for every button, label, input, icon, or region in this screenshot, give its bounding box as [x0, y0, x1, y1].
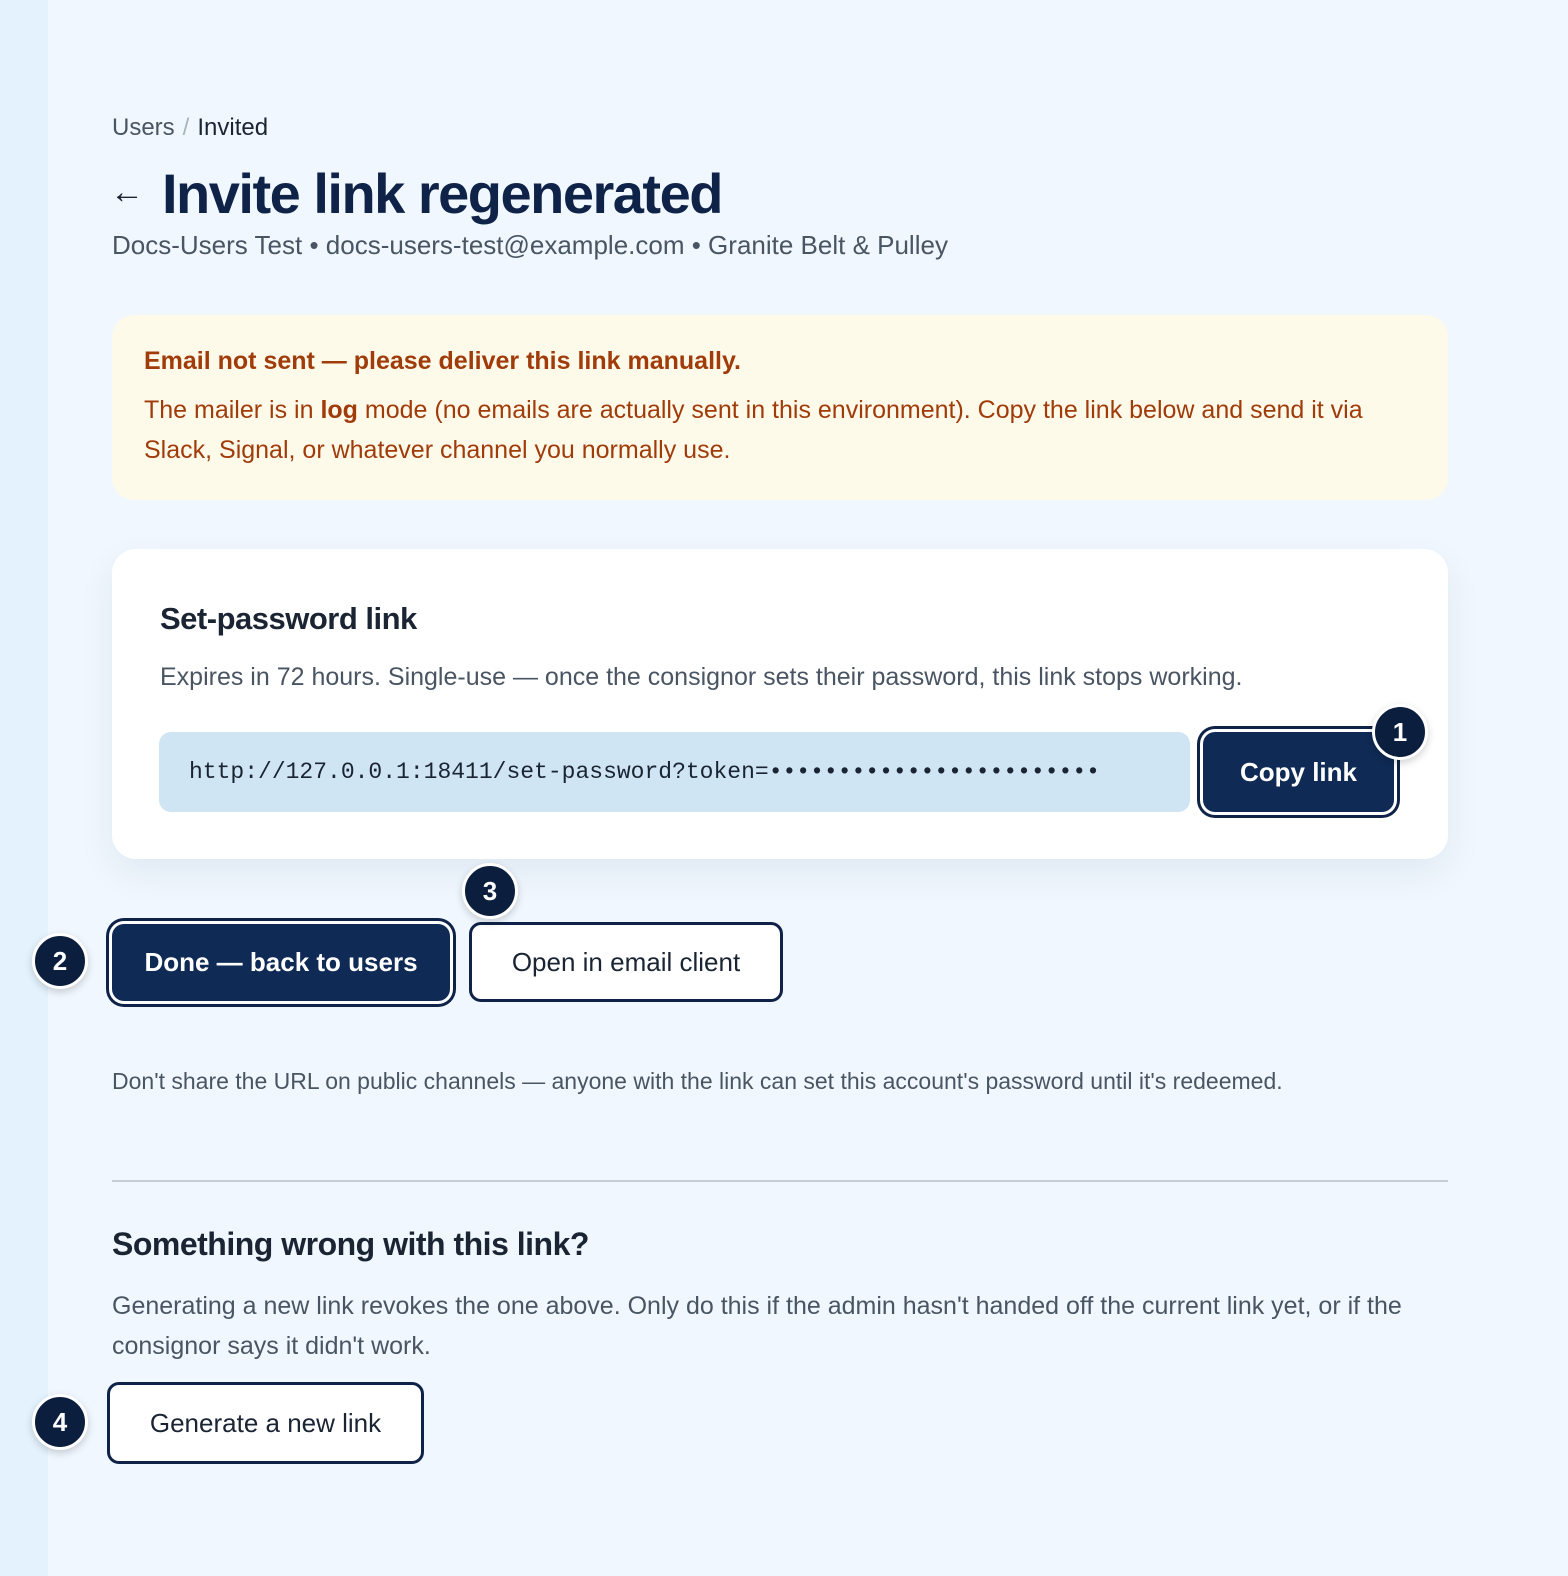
open-in-email-client-button[interactable]: Open in email client [469, 922, 783, 1002]
breadcrumb-current: Invited [197, 114, 269, 141]
set-password-link-card [112, 549, 1448, 859]
alert-body-text-start: The mailer is in [144, 396, 321, 424]
page-title: Invite link regenerated [162, 162, 722, 225]
side-strip [0, 0, 48, 1576]
regenerate-section-description: Generating a new link revokes the one above. Only do this if the admin hasn't handed off the current link yet, or if the consignor says it didn't work. [112, 1292, 1402, 1360]
breadcrumb-users-link[interactable]: Users [112, 114, 175, 141]
alert-body-text-end: mode (no emails are actually sent in this environment). Copy the link below and send it via Slack, Signal, or whatever channel you normally use. [144, 396, 1363, 464]
card-title: Set-password link [160, 601, 417, 636]
generate-new-link-button[interactable]: Generate a new link [107, 1382, 424, 1464]
share-warning-note: Don't share the URL on public channels — anyone with the link can set this account's password until it's redeemed. [112, 1068, 1283, 1094]
breadcrumb-separator: / [182, 114, 190, 141]
set-password-url-field[interactable]: http://127.0.0.1:18411/set-password?token=•••••••••••••••••••••••• [159, 732, 1190, 812]
alert-body [144, 390, 1394, 470]
step-badge-3: 3 [462, 863, 518, 919]
back-arrow-icon[interactable]: ← [110, 173, 144, 211]
card-description: Expires in 72 hours. Single-use — once the consignor sets their password, this link stops working. [160, 663, 1243, 691]
breadcrumb [112, 114, 268, 142]
section-divider [112, 1180, 1448, 1182]
user-subtitle: Docs-Users Test • docs-users-test@example.com • Granite Belt & Pulley [112, 230, 948, 260]
email-not-sent-alert [112, 315, 1448, 500]
alert-title: Email not sent — please deliver this link manually. [144, 347, 741, 375]
step-badge-2: 2 [32, 933, 88, 989]
regenerate-section-title: Something wrong with this link? [112, 1226, 589, 1262]
copy-link-button[interactable]: Copy link [1203, 732, 1394, 812]
alert-body-mode: log [320, 396, 358, 424]
step-badge-1: 1 [1372, 704, 1428, 760]
done-back-to-users-button[interactable]: Done — back to users [112, 924, 450, 1001]
step-badge-4: 4 [32, 1394, 88, 1450]
